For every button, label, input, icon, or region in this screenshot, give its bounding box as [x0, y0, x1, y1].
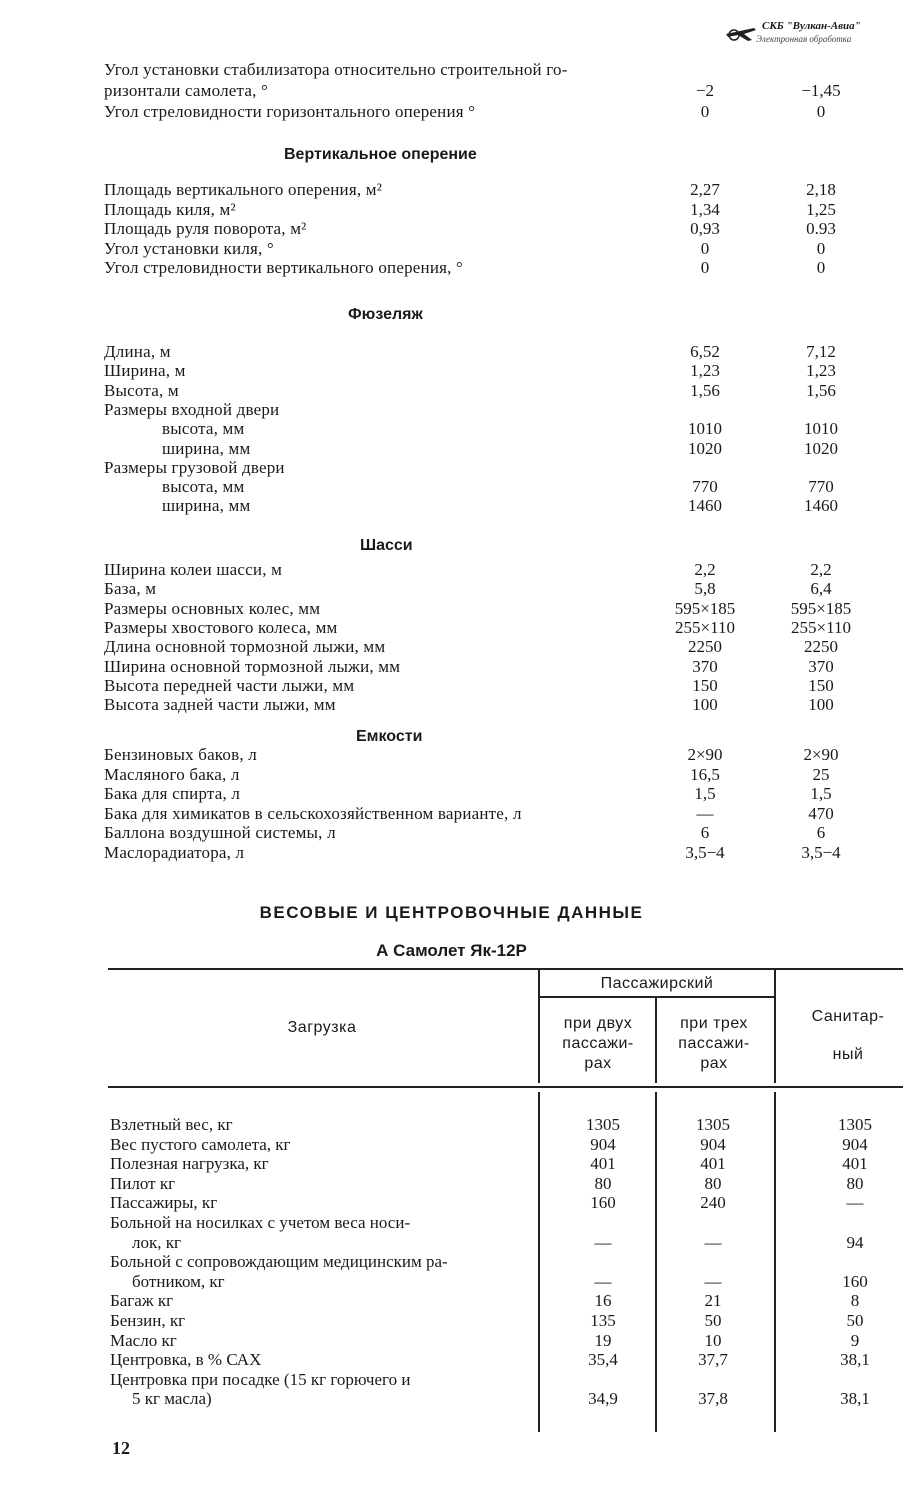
spec-value-variant-1: 16,5 [690, 764, 720, 784]
table-cell-c1: 16 [594, 1291, 612, 1311]
spec-row [0, 579, 903, 599]
spec-label: Размеры грузовой двери [104, 457, 285, 477]
spec-value-variant-2: 150 [808, 675, 834, 695]
spec-row [0, 496, 903, 516]
spec-label: Ширина колеи шасси, м [104, 560, 283, 579]
table-cell-c2: 21 [704, 1291, 722, 1311]
spec-label: База, м [104, 579, 157, 599]
table-cell-c2: 240 [700, 1193, 726, 1213]
table-cell-c1: 34,9 [588, 1389, 618, 1409]
spec-value-variant-1: 2,2 [694, 560, 716, 579]
spec-label: ширина, мм [162, 496, 251, 516]
table-cell-c2: 37,8 [698, 1389, 728, 1409]
spec-value-variant-1: 1,5 [694, 784, 716, 803]
spec-value-variant-1: 0 [700, 258, 710, 277]
spec-row [0, 60, 903, 80]
spec-row [0, 695, 903, 715]
table-cell-c3: — [846, 1193, 864, 1213]
table-vline-3 [774, 1092, 776, 1432]
spec-row [0, 637, 903, 657]
spec-value-variant-2: 25 [812, 764, 830, 784]
weights-title: ВЕСОВЫЕ И ЦЕНТРОВОЧНЫЕ ДАННЫЕ [259, 903, 644, 922]
spec-value-variant-2: 0 [816, 102, 826, 121]
spec-value-variant-2: 2250 [804, 637, 838, 657]
spec-row [0, 439, 903, 459]
spec-value-variant-2: 370 [808, 656, 834, 676]
table-cell-c2: — [704, 1232, 722, 1252]
publisher-logo [724, 20, 894, 50]
table-cell-c2: 1305 [696, 1115, 730, 1134]
spec-label: Угол установки стабилизатора относительно строительной го- [104, 60, 568, 79]
spec-label: Маслорадиатора, л [104, 842, 245, 862]
table-cell-c1: — [594, 1271, 612, 1291]
spec-value-variant-1: 6,52 [690, 342, 720, 361]
spec-label: Высота передней части лыжи, мм [104, 675, 355, 695]
table-cell-c1: 160 [590, 1193, 616, 1213]
spec-row [0, 765, 903, 785]
spec-row [0, 419, 903, 439]
table-cell-c2: 904 [700, 1134, 726, 1154]
table-cell-c3: 401 [842, 1154, 868, 1174]
section-title-vertical-tail: Вертикальное оперение [284, 146, 477, 163]
spec-label: Бензиновых баков, л [104, 745, 257, 764]
header-sanitary: Санитар- ный [811, 1008, 885, 1063]
spec-label: Размеры входной двери [104, 399, 280, 419]
spec-row [0, 102, 903, 122]
spec-label: Размеры основных колес, мм [104, 598, 321, 618]
table-cell-c3: 8 [850, 1291, 860, 1311]
spec-row [0, 219, 903, 239]
spec-row [0, 560, 903, 580]
table-cell-c1: — [594, 1232, 612, 1252]
spec-row [0, 258, 903, 278]
spec-label: Угол стреловидности горизонтального оперения ° [104, 102, 476, 121]
spec-value-variant-1: 5,8 [694, 579, 716, 599]
spec-value-variant-1: — [696, 803, 714, 823]
table-cell-c2: 50 [704, 1311, 722, 1330]
spec-row [0, 361, 903, 381]
table-row-label: Центровка, в % САХ [110, 1350, 262, 1370]
spec-label: ширина, мм [162, 438, 251, 458]
spec-value-variant-2: 470 [808, 803, 834, 823]
weights-subtitle: А Самолет Як-12Р [376, 941, 527, 960]
table-vline-3-header [774, 968, 776, 1083]
spec-row [0, 843, 903, 863]
table-cell-c3: 94 [846, 1232, 864, 1252]
table-row-label: 5 кг масла) [132, 1389, 212, 1409]
table-cell-c1: 80 [594, 1173, 612, 1193]
spec-value-variant-1: 2250 [688, 637, 722, 657]
table-cell-c1: 35,4 [588, 1350, 618, 1370]
table-cell-c2: 37,7 [698, 1350, 728, 1370]
spec-value-variant-2: 1,5 [810, 784, 832, 803]
table-cell-c3: 9 [850, 1330, 860, 1350]
spec-label: Длина, м [104, 342, 171, 361]
spec-label: Площадь киля, м² [104, 199, 236, 219]
table-row-label: Больной с сопровождающим медицинским ра- [110, 1252, 448, 1272]
logo-subtitle: Электронная обработка [756, 34, 852, 44]
section-title-fuselage: Фюзеляж [348, 306, 423, 323]
spec-value-variant-1: 1,34 [690, 199, 720, 219]
spec-row [0, 676, 903, 696]
table-cell-c1: 904 [590, 1134, 616, 1154]
table-vline-1 [538, 1092, 540, 1432]
spec-value-variant-2: 255×110 [791, 617, 851, 637]
spec-value-variant-2: 1,25 [806, 199, 836, 219]
spec-value-variant-2: 1,56 [806, 380, 836, 400]
header-load: Загрузка [287, 1019, 357, 1036]
spec-value-variant-1: 2,27 [690, 180, 720, 199]
table-cell-c2: — [704, 1271, 722, 1291]
spec-value-variant-2: 0 [816, 258, 826, 277]
spec-value-variant-2: 770 [808, 477, 834, 497]
spec-row [0, 180, 903, 200]
spec-row [0, 239, 903, 259]
table-row-label: Центровка при посадке (15 кг горючего и [110, 1369, 411, 1389]
logo-title: СКБ "Вулкан-Авиа" [762, 20, 861, 32]
spec-value-variant-2: 6,4 [810, 579, 832, 599]
table-row-label: Багаж кг [110, 1291, 174, 1311]
table-vline-2-header [655, 998, 657, 1083]
spec-value-variant-2: 2,2 [810, 560, 832, 579]
spec-value-variant-2: 0 [816, 238, 826, 258]
spec-label: ризонтали самолета, ° [104, 81, 269, 100]
spec-value-variant-2: 1,23 [806, 361, 836, 381]
spec-label: высота, мм [162, 477, 245, 497]
spec-row [0, 477, 903, 497]
spec-value-variant-1: 0,93 [690, 219, 720, 238]
spec-value-variant-1: 1,56 [690, 380, 720, 400]
spec-row [0, 599, 903, 619]
table-row-label: лок, кг [132, 1232, 181, 1252]
spec-value-variant-2: 1020 [804, 438, 838, 458]
spec-row [0, 804, 903, 824]
spec-value-variant-1: 1020 [688, 438, 722, 458]
table-row-label: Масло кг [110, 1330, 177, 1350]
table-row-label: Пилот кг [110, 1173, 176, 1193]
table-header-rule [108, 1086, 903, 1088]
table-cell-c1: 401 [590, 1154, 616, 1174]
spec-value-variant-1: 1,23 [690, 361, 720, 381]
spec-label: Масляного бака, л [104, 764, 240, 784]
table-cell-c1: 1305 [586, 1115, 620, 1134]
table-cell-c3: 50 [846, 1311, 864, 1330]
spec-value-variant-2: 100 [808, 695, 834, 715]
spec-row [0, 342, 903, 362]
spec-value-variant-1: 3,5−4 [685, 842, 725, 862]
spec-row [0, 657, 903, 677]
spec-value-variant-2: 3,5−4 [801, 842, 841, 862]
spec-label: Бака для химикатов в сельскохозяйственном варианте, л [104, 803, 522, 823]
spec-label: Площадь руля поворота, м² [104, 219, 307, 238]
passenger-header-rule [540, 996, 774, 998]
table-row-label: Взлетный вес, кг [110, 1115, 233, 1134]
table-cell-c3: 38,1 [840, 1389, 870, 1409]
spec-value-variant-1: 2×90 [687, 745, 723, 764]
table-cell-c2: 10 [704, 1330, 722, 1350]
header-three-passengers: при трех пассажи- рах [678, 1015, 750, 1072]
table-row-label: Больной на носилках с учетом веса носи- [110, 1213, 411, 1232]
spec-label: Длина основной тормозной лыжи, мм [104, 637, 386, 657]
spec-label: Ширина, м [104, 361, 186, 381]
table-row-label: Пассажиры, кг [110, 1193, 218, 1213]
spec-value-variant-1: 0 [700, 102, 710, 121]
table-cell-c3: 80 [846, 1173, 864, 1193]
spec-row [0, 400, 903, 420]
spec-label: Бака для спирта, л [104, 784, 241, 803]
spec-value-variant-2: 2,18 [806, 180, 836, 199]
spec-row [0, 381, 903, 401]
spec-value-variant-1: 255×110 [675, 617, 735, 637]
spec-row [0, 745, 903, 765]
table-top-rule [108, 968, 903, 970]
spec-value-variant-1: −2 [695, 81, 715, 100]
spec-label: Высота, м [104, 380, 179, 400]
spec-value-variant-2: 595×185 [790, 598, 852, 618]
spec-row [0, 200, 903, 220]
table-cell-c1: 135 [590, 1311, 616, 1330]
spec-value-variant-2: 6 [816, 823, 826, 842]
table-row-label: Полезная нагрузка, кг [110, 1154, 269, 1174]
spec-label: Ширина основной тормозной лыжи, мм [104, 656, 401, 676]
table-cell-c2: 401 [700, 1154, 726, 1174]
table-cell-c2: 80 [704, 1173, 722, 1193]
table-row-label: Бензин, кг [110, 1311, 186, 1330]
spec-label: Размеры хвостового колеса, мм [104, 617, 338, 637]
section-title-landing-gear: Шасси [360, 537, 413, 554]
spec-value-variant-2: 0.93 [806, 219, 836, 238]
spec-label: высота, мм [162, 419, 245, 439]
spec-value-variant-1: 1010 [688, 419, 722, 439]
spec-label: Высота задней части лыжи, мм [104, 695, 336, 715]
airplane-logo-icon [724, 22, 758, 44]
table-cell-c3: 1305 [838, 1115, 872, 1134]
spec-label: Баллона воздушной системы, л [104, 823, 336, 842]
table-row-label: ботником, кг [132, 1271, 225, 1291]
spec-label: Площадь вертикального оперения, м² [104, 180, 383, 199]
spec-value-variant-1: 595×185 [674, 598, 736, 618]
spec-value-variant-2: 1010 [804, 419, 838, 439]
section-title-capacities: Емкости [356, 728, 423, 745]
spec-row [0, 81, 903, 101]
table-row-label: Вес пустого самолета, кг [110, 1134, 291, 1154]
spec-value-variant-1: 6 [700, 823, 710, 842]
spec-label: Угол установки киля, ° [104, 238, 274, 258]
spec-row [0, 784, 903, 804]
table-cell-c3: 160 [842, 1271, 868, 1291]
spec-value-variant-1: 100 [692, 695, 718, 715]
spec-value-variant-1: 370 [692, 656, 718, 676]
spec-label: Угол стреловидности вертикального оперения, ° [104, 258, 464, 277]
spec-value-variant-1: 150 [692, 675, 718, 695]
spec-value-variant-2: 7,12 [806, 342, 836, 361]
spec-value-variant-2: 1460 [804, 496, 838, 516]
spec-value-variant-1: 1460 [688, 496, 722, 516]
spec-row [0, 458, 903, 478]
header-passenger: Пассажирский [600, 975, 714, 992]
page-number: 12 [112, 1438, 130, 1458]
spec-value-variant-1: 770 [692, 477, 718, 497]
table-cell-c3: 38,1 [840, 1350, 870, 1370]
header-two-passengers: при двух пассажи- рах [562, 1015, 634, 1072]
table-cell-c1: 19 [594, 1330, 612, 1350]
spec-row [0, 823, 903, 843]
spec-value-variant-2: 2×90 [803, 745, 839, 764]
table-cell-c3: 904 [842, 1134, 868, 1154]
spec-value-variant-1: 0 [700, 238, 710, 258]
spec-value-variant-2: −1,45 [801, 81, 841, 100]
spec-row [0, 618, 903, 638]
